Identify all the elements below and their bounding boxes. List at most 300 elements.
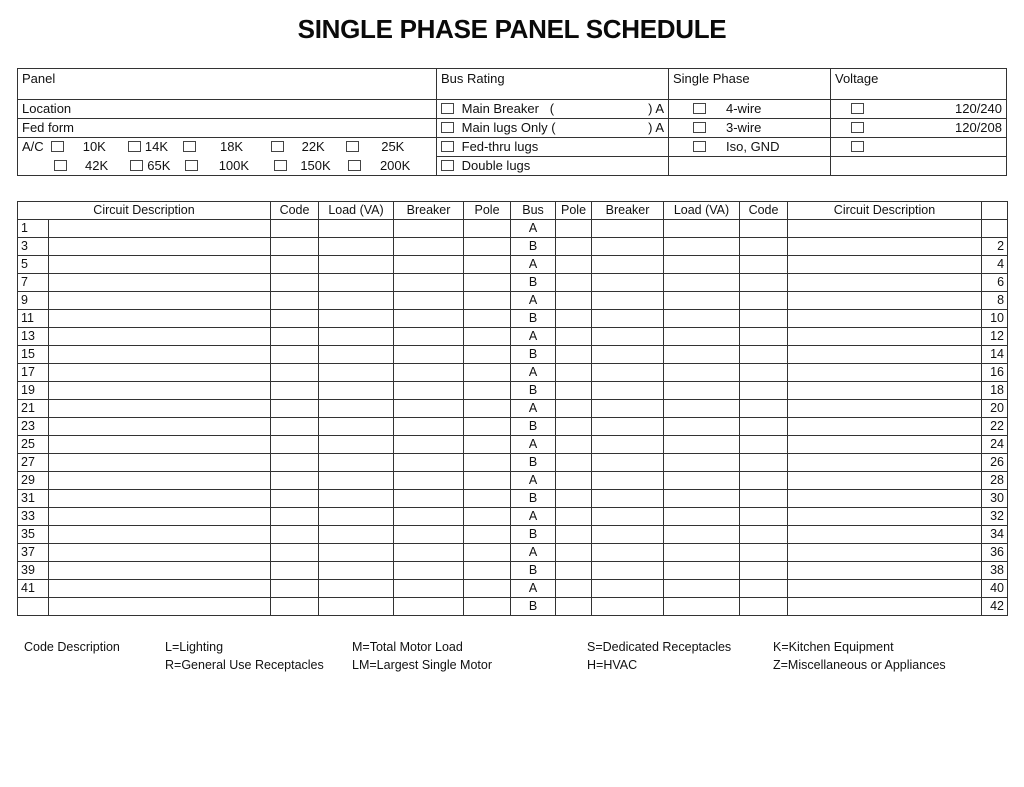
ac-rating-row-1: A/C 10K 14K 18K 22K 25K bbox=[18, 138, 437, 157]
load-right[interactable] bbox=[664, 400, 740, 418]
circuit-description-right[interactable] bbox=[788, 292, 982, 310]
col-circuit-number-right bbox=[982, 202, 1008, 220]
circuit-description-left[interactable] bbox=[49, 490, 271, 508]
load-left[interactable] bbox=[319, 274, 394, 292]
load-right[interactable] bbox=[664, 544, 740, 562]
pole-left[interactable] bbox=[464, 346, 511, 364]
circuit-description-right[interactable] bbox=[788, 328, 982, 346]
load-right[interactable] bbox=[664, 490, 740, 508]
load-right[interactable] bbox=[664, 238, 740, 256]
code-left[interactable] bbox=[271, 220, 319, 238]
code-right[interactable] bbox=[740, 508, 788, 526]
breaker-right[interactable] bbox=[592, 490, 664, 508]
breaker-right[interactable] bbox=[592, 238, 664, 256]
load-left[interactable] bbox=[319, 454, 394, 472]
pole-right[interactable] bbox=[556, 310, 592, 328]
load-left[interactable] bbox=[319, 310, 394, 328]
code-right[interactable] bbox=[740, 346, 788, 364]
pole-right[interactable] bbox=[556, 436, 592, 454]
phase-option-iso-gnd[interactable]: Iso, GND bbox=[669, 138, 831, 157]
bus-phase: A bbox=[511, 436, 556, 454]
load-right[interactable] bbox=[664, 454, 740, 472]
circuit-description-right[interactable] bbox=[788, 490, 982, 508]
breaker-left[interactable] bbox=[394, 472, 464, 490]
load-right[interactable] bbox=[664, 346, 740, 364]
table-row bbox=[18, 328, 1008, 346]
load-left[interactable] bbox=[319, 292, 394, 310]
code-right[interactable] bbox=[740, 472, 788, 490]
checkbox[interactable] bbox=[693, 141, 706, 152]
breaker-left[interactable] bbox=[394, 490, 464, 508]
bus-option-double-lugs[interactable]: Double lugs bbox=[437, 157, 669, 176]
breaker-right[interactable] bbox=[592, 544, 664, 562]
circuit-number-left: 7 bbox=[18, 274, 49, 292]
code-left[interactable] bbox=[271, 382, 319, 400]
breaker-left[interactable] bbox=[394, 310, 464, 328]
circuit-number-left: 37 bbox=[18, 544, 49, 562]
pole-left[interactable] bbox=[464, 454, 511, 472]
col-pole-left: Pole bbox=[464, 202, 511, 220]
breaker-left[interactable] bbox=[394, 292, 464, 310]
breaker-right[interactable] bbox=[592, 454, 664, 472]
pole-left[interactable] bbox=[464, 400, 511, 418]
circuit-description-right[interactable] bbox=[788, 562, 982, 580]
phase-option-4wire[interactable]: 4-wire bbox=[669, 100, 831, 119]
load-right[interactable] bbox=[664, 598, 740, 616]
load-right[interactable] bbox=[664, 328, 740, 346]
breaker-right[interactable] bbox=[592, 328, 664, 346]
breaker-right[interactable] bbox=[592, 274, 664, 292]
code-left[interactable] bbox=[271, 580, 319, 598]
page-title: SINGLE PHASE PANEL SCHEDULE bbox=[297, 14, 727, 44]
table-row bbox=[18, 544, 1008, 562]
circuit-description-right[interactable] bbox=[788, 220, 982, 238]
pole-left[interactable] bbox=[464, 292, 511, 310]
pole-right[interactable] bbox=[556, 508, 592, 526]
circuit-number-right: 40 bbox=[982, 580, 1008, 598]
bus-phase: A bbox=[511, 508, 556, 526]
breaker-left[interactable] bbox=[394, 580, 464, 598]
voltage-option-other[interactable] bbox=[831, 138, 1007, 157]
code-right[interactable] bbox=[740, 220, 788, 238]
circuit-description-left[interactable] bbox=[49, 472, 271, 490]
circuit-description-left[interactable] bbox=[49, 418, 271, 436]
breaker-left[interactable] bbox=[394, 238, 464, 256]
circuit-description-right[interactable] bbox=[788, 418, 982, 436]
breaker-right[interactable] bbox=[592, 562, 664, 580]
breaker-left[interactable] bbox=[394, 400, 464, 418]
circuit-number-right: 16 bbox=[982, 364, 1008, 382]
code-left[interactable] bbox=[271, 436, 319, 454]
breaker-right[interactable] bbox=[592, 526, 664, 544]
circuit-description-right[interactable] bbox=[788, 274, 982, 292]
table-row bbox=[18, 274, 1008, 292]
fed-from-field[interactable]: Fed form bbox=[18, 119, 437, 138]
load-right[interactable] bbox=[664, 310, 740, 328]
breaker-left[interactable] bbox=[394, 436, 464, 454]
circuit-number-left: 23 bbox=[18, 418, 49, 436]
breaker-right[interactable] bbox=[592, 382, 664, 400]
code-right[interactable] bbox=[740, 364, 788, 382]
circuit-description-left[interactable] bbox=[49, 220, 271, 238]
bus-phase: A bbox=[511, 544, 556, 562]
checkbox[interactable] bbox=[851, 103, 864, 114]
code-right[interactable] bbox=[740, 598, 788, 616]
circuit-description-left[interactable] bbox=[49, 580, 271, 598]
checkbox[interactable] bbox=[693, 122, 706, 133]
breaker-right[interactable] bbox=[592, 292, 664, 310]
breaker-left[interactable] bbox=[394, 544, 464, 562]
code-right[interactable] bbox=[740, 562, 788, 580]
code-left[interactable] bbox=[271, 292, 319, 310]
circuit-description-left[interactable] bbox=[49, 454, 271, 472]
circuit-number-left: 25 bbox=[18, 436, 49, 454]
circuit-number-right: 30 bbox=[982, 490, 1008, 508]
code-left[interactable] bbox=[271, 346, 319, 364]
load-right[interactable] bbox=[664, 562, 740, 580]
bus-option-fed-thru[interactable]: Fed-thru lugs bbox=[437, 138, 669, 157]
checkbox[interactable] bbox=[130, 160, 143, 171]
circuit-number-right: 42 bbox=[982, 598, 1008, 616]
load-left[interactable] bbox=[319, 490, 394, 508]
bus-phase: B bbox=[511, 238, 556, 256]
circuit-number-right: 36 bbox=[982, 544, 1008, 562]
checkbox[interactable] bbox=[441, 122, 454, 133]
code-right[interactable] bbox=[740, 328, 788, 346]
breaker-left[interactable] bbox=[394, 346, 464, 364]
circuit-schedule-table bbox=[17, 201, 1008, 616]
breaker-left[interactable] bbox=[394, 418, 464, 436]
pole-right[interactable] bbox=[556, 454, 592, 472]
code-left[interactable] bbox=[271, 364, 319, 382]
code-left[interactable] bbox=[271, 562, 319, 580]
code-left[interactable] bbox=[271, 490, 319, 508]
col-code-right: Code bbox=[740, 202, 788, 220]
checkbox[interactable] bbox=[128, 141, 141, 152]
checkbox[interactable] bbox=[346, 141, 359, 152]
pole-right[interactable] bbox=[556, 490, 592, 508]
pole-left[interactable] bbox=[464, 238, 511, 256]
circuit-number-right: 10 bbox=[982, 310, 1008, 328]
code-right[interactable] bbox=[740, 418, 788, 436]
circuit-description-right[interactable] bbox=[788, 346, 982, 364]
code-right[interactable] bbox=[740, 580, 788, 598]
pole-left[interactable] bbox=[464, 472, 511, 490]
breaker-left[interactable] bbox=[394, 274, 464, 292]
checkbox[interactable] bbox=[274, 160, 287, 171]
checkbox[interactable] bbox=[441, 160, 454, 171]
circuit-description-right[interactable] bbox=[788, 580, 982, 598]
code-right[interactable] bbox=[740, 310, 788, 328]
circuit-description-left[interactable] bbox=[49, 508, 271, 526]
voltage-heading: Voltage bbox=[831, 69, 1007, 100]
code-right[interactable] bbox=[740, 256, 788, 274]
breaker-right[interactable] bbox=[592, 400, 664, 418]
circuit-description-right[interactable] bbox=[788, 454, 982, 472]
load-left[interactable] bbox=[319, 580, 394, 598]
code-right[interactable] bbox=[740, 436, 788, 454]
circuit-number-right: 2 bbox=[982, 238, 1008, 256]
code-right[interactable] bbox=[740, 454, 788, 472]
circuit-number-left: 15 bbox=[18, 346, 49, 364]
breaker-right[interactable] bbox=[592, 508, 664, 526]
code-left[interactable] bbox=[271, 238, 319, 256]
circuit-number-right: 14 bbox=[982, 346, 1008, 364]
breaker-left[interactable] bbox=[394, 526, 464, 544]
table-row bbox=[18, 490, 1008, 508]
code-right[interactable] bbox=[740, 274, 788, 292]
load-left[interactable] bbox=[319, 364, 394, 382]
circuit-description-right[interactable] bbox=[788, 310, 982, 328]
pole-right[interactable] bbox=[556, 274, 592, 292]
bus-phase: A bbox=[511, 292, 556, 310]
bus-phase: B bbox=[511, 418, 556, 436]
bus-phase: B bbox=[511, 346, 556, 364]
breaker-right[interactable] bbox=[592, 418, 664, 436]
load-left[interactable] bbox=[319, 562, 394, 580]
voltage-option-120-240[interactable]: 120/240 bbox=[831, 100, 1007, 119]
bus-phase: B bbox=[511, 274, 556, 292]
circuit-description-left[interactable] bbox=[49, 382, 271, 400]
load-left[interactable] bbox=[319, 238, 394, 256]
pole-left[interactable] bbox=[464, 526, 511, 544]
load-left[interactable] bbox=[319, 382, 394, 400]
pole-left[interactable] bbox=[464, 508, 511, 526]
circuit-description-left[interactable] bbox=[49, 256, 271, 274]
load-left[interactable] bbox=[319, 598, 394, 616]
breaker-left[interactable] bbox=[394, 382, 464, 400]
load-left[interactable] bbox=[319, 256, 394, 274]
pole-left[interactable] bbox=[464, 580, 511, 598]
circuit-description-left[interactable] bbox=[49, 436, 271, 454]
breaker-left[interactable] bbox=[394, 508, 464, 526]
circuit-description-right[interactable] bbox=[788, 598, 982, 616]
breaker-left[interactable] bbox=[394, 220, 464, 238]
code-left[interactable] bbox=[271, 310, 319, 328]
pole-left[interactable] bbox=[464, 490, 511, 508]
pole-left[interactable] bbox=[464, 436, 511, 454]
circuit-description-right[interactable] bbox=[788, 364, 982, 382]
code-left[interactable] bbox=[271, 598, 319, 616]
load-right[interactable] bbox=[664, 364, 740, 382]
code-description-label: Code Description bbox=[24, 640, 120, 654]
code-left[interactable] bbox=[271, 544, 319, 562]
code-right[interactable] bbox=[740, 544, 788, 562]
load-left[interactable] bbox=[319, 472, 394, 490]
code-right[interactable] bbox=[740, 526, 788, 544]
code-right[interactable] bbox=[740, 292, 788, 310]
circuit-number-left: 41 bbox=[18, 580, 49, 598]
load-right[interactable] bbox=[664, 220, 740, 238]
pole-left[interactable] bbox=[464, 256, 511, 274]
breaker-right[interactable] bbox=[592, 598, 664, 616]
load-right[interactable] bbox=[664, 580, 740, 598]
circuit-description-left[interactable] bbox=[49, 238, 271, 256]
circuit-description-right[interactable] bbox=[788, 400, 982, 418]
load-left[interactable] bbox=[319, 328, 394, 346]
checkbox[interactable] bbox=[183, 141, 196, 152]
pole-left[interactable] bbox=[464, 418, 511, 436]
table-row bbox=[18, 400, 1008, 418]
circuit-description-right[interactable] bbox=[788, 544, 982, 562]
checkbox[interactable] bbox=[851, 141, 864, 152]
pole-left[interactable] bbox=[464, 382, 511, 400]
breaker-right[interactable] bbox=[592, 472, 664, 490]
pole-right[interactable] bbox=[556, 292, 592, 310]
pole-right[interactable] bbox=[556, 382, 592, 400]
breaker-left[interactable] bbox=[394, 328, 464, 346]
circuit-description-right[interactable] bbox=[788, 382, 982, 400]
pole-left[interactable] bbox=[464, 562, 511, 580]
checkbox[interactable] bbox=[441, 141, 454, 152]
pole-left[interactable] bbox=[464, 544, 511, 562]
table-row bbox=[18, 436, 1008, 454]
breaker-right[interactable] bbox=[592, 346, 664, 364]
panel-info-table bbox=[17, 68, 1007, 176]
load-left[interactable] bbox=[319, 220, 394, 238]
bus-option-main-breaker[interactable]: Main Breaker ( ) A bbox=[437, 100, 669, 119]
pole-right[interactable] bbox=[556, 346, 592, 364]
pole-left[interactable] bbox=[464, 274, 511, 292]
pole-left[interactable] bbox=[464, 310, 511, 328]
code-right[interactable] bbox=[740, 490, 788, 508]
pole-right[interactable] bbox=[556, 562, 592, 580]
breaker-left[interactable] bbox=[394, 454, 464, 472]
pole-right[interactable] bbox=[556, 256, 592, 274]
circuit-description-right[interactable] bbox=[788, 472, 982, 490]
pole-right[interactable] bbox=[556, 238, 592, 256]
circuit-description-right[interactable] bbox=[788, 256, 982, 274]
load-left[interactable] bbox=[319, 526, 394, 544]
circuit-number-left: 1 bbox=[18, 220, 49, 238]
load-left[interactable] bbox=[319, 346, 394, 364]
pole-right[interactable] bbox=[556, 526, 592, 544]
checkbox[interactable] bbox=[51, 141, 64, 152]
load-left[interactable] bbox=[319, 508, 394, 526]
breaker-right[interactable] bbox=[592, 310, 664, 328]
code-left[interactable] bbox=[271, 256, 319, 274]
pole-left[interactable] bbox=[464, 598, 511, 616]
circuit-description-left[interactable] bbox=[49, 346, 271, 364]
checkbox[interactable] bbox=[348, 160, 361, 171]
circuit-description-right[interactable] bbox=[788, 508, 982, 526]
pole-right[interactable] bbox=[556, 220, 592, 238]
circuit-number-right: 28 bbox=[982, 472, 1008, 490]
circuit-number-right: 26 bbox=[982, 454, 1008, 472]
breaker-right[interactable] bbox=[592, 220, 664, 238]
voltage-option-120-208[interactable]: 120/208 bbox=[831, 119, 1007, 138]
pole-left[interactable] bbox=[464, 328, 511, 346]
circuit-number-left: 5 bbox=[18, 256, 49, 274]
location-field[interactable]: Location bbox=[18, 100, 437, 119]
checkbox[interactable] bbox=[54, 160, 67, 171]
circuit-description-left[interactable] bbox=[49, 274, 271, 292]
circuit-description-left[interactable] bbox=[49, 526, 271, 544]
circuit-description-left[interactable] bbox=[49, 328, 271, 346]
circuit-description-right[interactable] bbox=[788, 526, 982, 544]
circuit-description-left[interactable] bbox=[49, 562, 271, 580]
code-left[interactable] bbox=[271, 400, 319, 418]
load-right[interactable] bbox=[664, 274, 740, 292]
breaker-left[interactable] bbox=[394, 598, 464, 616]
code-right[interactable] bbox=[740, 400, 788, 418]
pole-left[interactable] bbox=[464, 220, 511, 238]
col-bus: Bus bbox=[511, 202, 556, 220]
circuit-description-left[interactable] bbox=[49, 598, 271, 616]
breaker-right[interactable] bbox=[592, 364, 664, 382]
breaker-right[interactable] bbox=[592, 580, 664, 598]
code-left[interactable] bbox=[271, 526, 319, 544]
checkbox[interactable] bbox=[693, 103, 706, 114]
load-right[interactable] bbox=[664, 256, 740, 274]
pole-right[interactable] bbox=[556, 418, 592, 436]
code-left[interactable] bbox=[271, 472, 319, 490]
circuit-number-right: 34 bbox=[982, 526, 1008, 544]
load-left[interactable] bbox=[319, 544, 394, 562]
code-right[interactable] bbox=[740, 382, 788, 400]
load-left[interactable] bbox=[319, 436, 394, 454]
circuit-description-left[interactable] bbox=[49, 400, 271, 418]
breaker-right[interactable] bbox=[592, 256, 664, 274]
pole-right[interactable] bbox=[556, 580, 592, 598]
code-right[interactable] bbox=[740, 238, 788, 256]
breaker-left[interactable] bbox=[394, 562, 464, 580]
pole-right[interactable] bbox=[556, 544, 592, 562]
load-right[interactable] bbox=[664, 436, 740, 454]
circuit-description-left[interactable] bbox=[49, 544, 271, 562]
circuit-description-left[interactable] bbox=[49, 292, 271, 310]
pole-right[interactable] bbox=[556, 364, 592, 382]
load-right[interactable] bbox=[664, 292, 740, 310]
code-left[interactable] bbox=[271, 454, 319, 472]
panel-field[interactable]: Panel bbox=[18, 69, 437, 100]
breaker-right[interactable] bbox=[592, 436, 664, 454]
col-breaker-left: Breaker bbox=[394, 202, 464, 220]
pole-right[interactable] bbox=[556, 472, 592, 490]
checkbox[interactable] bbox=[185, 160, 198, 171]
breaker-left[interactable] bbox=[394, 256, 464, 274]
code-left[interactable] bbox=[271, 508, 319, 526]
load-right[interactable] bbox=[664, 472, 740, 490]
load-left[interactable] bbox=[319, 418, 394, 436]
load-right[interactable] bbox=[664, 526, 740, 544]
circuit-description-right[interactable] bbox=[788, 436, 982, 454]
pole-right[interactable] bbox=[556, 328, 592, 346]
circuit-description-left[interactable] bbox=[49, 310, 271, 328]
checkbox[interactable] bbox=[441, 103, 454, 114]
pole-right[interactable] bbox=[556, 400, 592, 418]
bus-option-main-lugs[interactable]: Main lugs Only ( ) A bbox=[437, 119, 669, 138]
load-right[interactable] bbox=[664, 418, 740, 436]
table-row bbox=[18, 256, 1008, 274]
code-left[interactable] bbox=[271, 274, 319, 292]
load-left[interactable] bbox=[319, 400, 394, 418]
load-right[interactable] bbox=[664, 382, 740, 400]
load-right[interactable] bbox=[664, 508, 740, 526]
code-left[interactable] bbox=[271, 328, 319, 346]
circuit-description-right[interactable] bbox=[788, 238, 982, 256]
pole-left[interactable] bbox=[464, 364, 511, 382]
checkbox[interactable] bbox=[851, 122, 864, 133]
circuit-description-left[interactable] bbox=[49, 364, 271, 382]
checkbox[interactable] bbox=[271, 141, 284, 152]
breaker-left[interactable] bbox=[394, 364, 464, 382]
phase-option-3wire[interactable]: 3-wire bbox=[669, 119, 831, 138]
code-left[interactable] bbox=[271, 418, 319, 436]
table-row bbox=[18, 292, 1008, 310]
schedule-header-row bbox=[18, 202, 1008, 220]
pole-right[interactable] bbox=[556, 598, 592, 616]
